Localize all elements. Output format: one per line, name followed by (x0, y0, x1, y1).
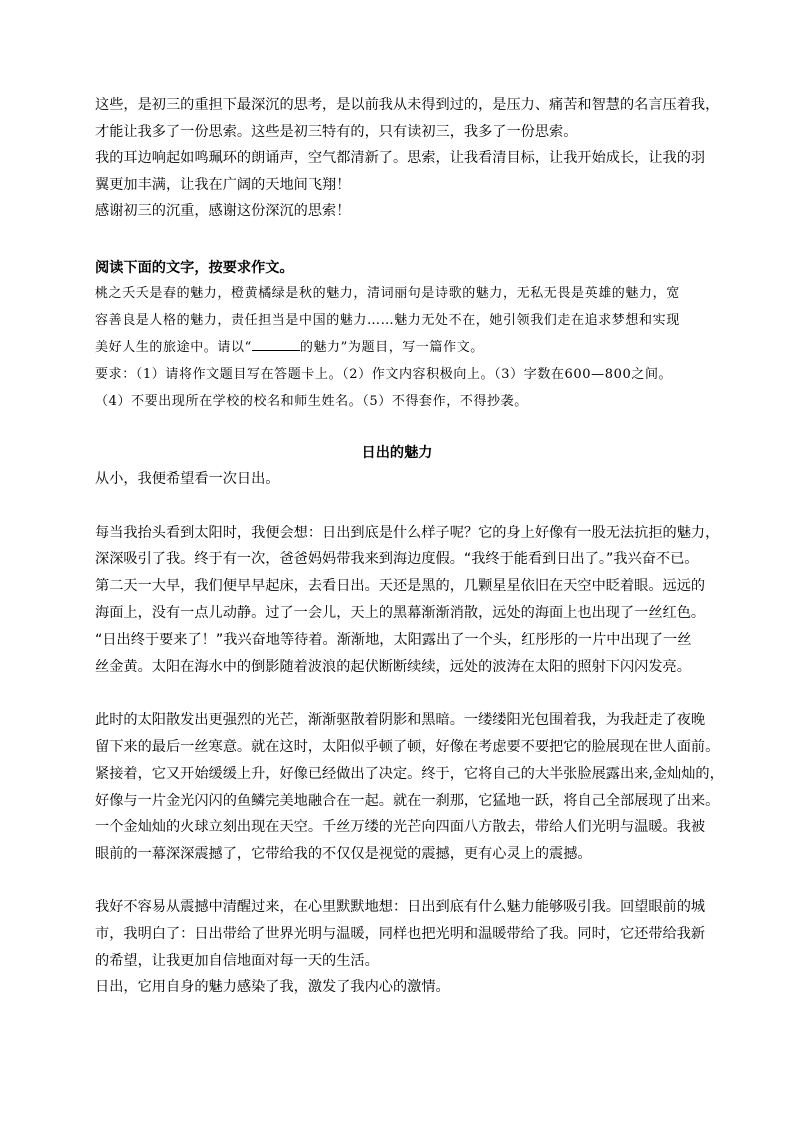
essay-line: 第二天一大早，我们便早早起床，去看日出。天还是黑的，几颗星星依旧在天空中眨着眼。远远的 (95, 578, 706, 594)
previous-essay-line: 翼更加丰满，让我在广阔的天地间飞翔！ (95, 177, 351, 193)
prompt-requirement: 要求：（1）请将作文题目写在答题卡上。（2）作文内容积极向上。（3）字数在600—800之间。 (95, 367, 673, 382)
previous-essay-line: 才能让我多了一份思索。这些是初三特有的，只有读初三，我多了一份思索。 (95, 124, 578, 140)
essay-line: 每当我抬头看到太阳时，我便会想：日出到底是什么样子呢？它的身上好像有一股无法抗拒的魅力， (95, 525, 720, 541)
prompt-line-start: 美好人生的旅途中。请以“ (95, 340, 252, 355)
essay-line: 一个金灿灿的火球立刻出现在天空。千丝万缕的光芒向四面八方散去，带给人们光明与温暖。我被 (95, 819, 706, 835)
title-blank (252, 338, 300, 351)
essay-line: 此时的太阳散发出更强烈的光芒，渐渐驱散着阴影和黑暗。一缕缕阳光包围着我，为我赶走了夜晚 (95, 712, 706, 728)
essay-line: 丝金黄。太阳在海水中的倒影随着波浪的起伏断断续续，远处的波涛在太阳的照射下闪闪发亮。 (95, 659, 691, 675)
prompt-heading: 阅读下面的文字，按要求作文。 (95, 260, 294, 276)
essay-line: “日出终于要来了！”我兴奋地等待着。渐渐地，太阳露出了一个头，红彤彤的一片中出现了一丝 (95, 632, 692, 648)
essay-line: 海面上，没有一点儿动静。过了一会儿，天上的黑幕渐渐消散，远处的海面上也出现了一丝红色。 (95, 605, 706, 621)
previous-essay-line: 这些，是初三的重担下最深沉的思考，是以前我从未得到过的，是压力、痛苦和智慧的名言压着我， (95, 97, 720, 113)
essay-title: 日出的魅力 (361, 445, 433, 461)
essay-line: 眼前的一幕深深震撼了，它带给我的不仅仅是视觉的震撼，更有心灵上的震撼。 (95, 846, 592, 862)
essay-line: 市，我明白了：日出带给了世界光明与温暖，同样也把光明和温暖带给了我。同时，它还带给我新 (95, 926, 706, 942)
previous-essay-line: 感谢初三的沉重，感谢这份深沉的思索！ (95, 203, 351, 219)
essay-line: 留下来的最后一丝寒意。就在这时，太阳似乎顿了顿，好像在考虑要不要把它的脸展现在世人面前。 (95, 739, 720, 755)
essay-line: 紧接着，它又开始缓缓上升，好像已经做出了决定。终于，它将自己的大半张脸展露出来,金灿灿的， (95, 766, 724, 782)
prompt-requirement: （4）不要出现所在学校的校名和师生姓名。（5）不得套作，不得抄袭。 (95, 394, 528, 409)
prompt-line-end: 的魅力”为题目，写一篇作文。 (299, 340, 484, 355)
essay-line: 从小，我便希望看一次日出。 (95, 471, 280, 487)
essay-line: 好像与一片金光闪闪的鱼鳞完美地融合在一起。就在一刹那，它猛地一跃，将自己全部展现了出来。 (95, 793, 720, 809)
essay-line: 我好不容易从震撼中清醒过来，在心里默默地想：日出到底有什么魅力能够吸引我。回望眼前的城 (95, 899, 706, 915)
essay-line: 的希望，让我更加自信地面对每一天的生活。 (95, 953, 379, 969)
prompt-line: 桃之夭夭是春的魅力，橙黄橘绿是秋的魅力，清词丽句是诗歌的魅力，无私无畏是英雄的魅力，宽 (95, 286, 680, 301)
essay-line: 日出，它用自身的魅力感染了我，激发了我内心的激情。 (95, 979, 450, 995)
previous-essay-line: 我的耳边响起如鸣珮环的朗诵声，空气都清新了。思索，让我看清目标，让我开始成长，让我的羽 (95, 150, 706, 166)
prompt-line (95, 338, 705, 358)
prompt-line: 容善良是人格的魅力，责任担当是中国的魅力……魅力无处不在，她引领我们走在追求梦想和实现 (95, 313, 680, 328)
essay-line: 深深吸引了我。终于有一次，爸爸妈妈带我来到海边度假。“我终于能看到日出了。”我兴奋不已。 (95, 551, 699, 567)
